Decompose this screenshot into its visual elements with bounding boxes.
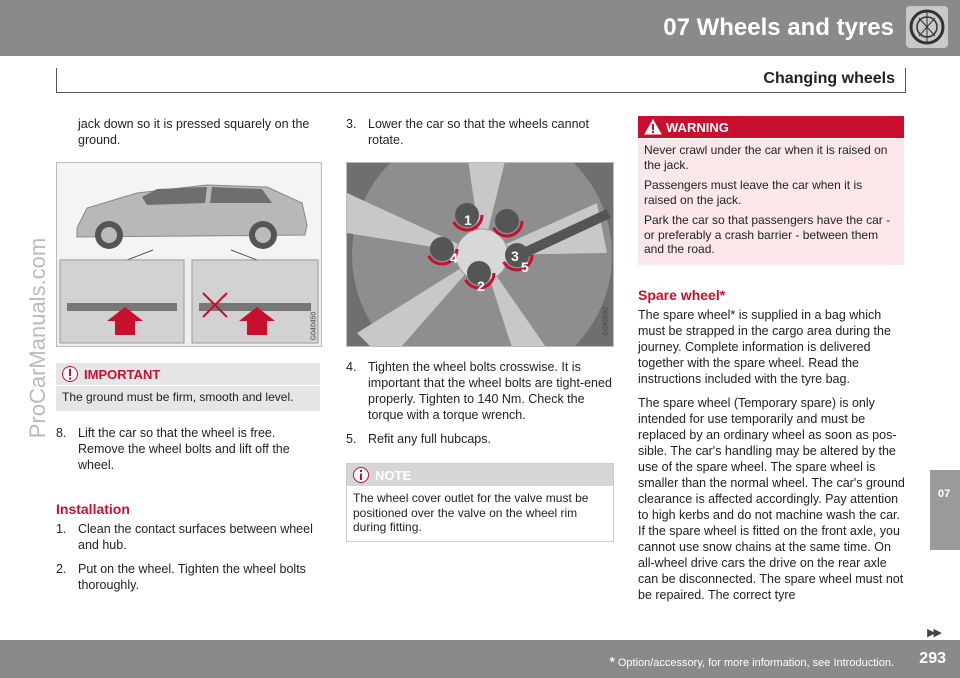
step-4 [346, 359, 614, 423]
install-step-2-number: 2. [56, 561, 67, 576]
section-title: Changing wheels [763, 70, 895, 87]
spare-wheel-paragraph-2: The spare wheel (Temporary spare) is only intended for use temporarily and must be replaced by an ordinary wheel as soon as pos-sible. The car's handling may be altered by the use of the spare wheel. The spare wheel is smaller than the normal wheel. The car's ground clearance is affected accordingly. Pay attention to high kerbs and do not machine wash the car. If the spare wheel is fitted on the front axle, you cannot use snow chains at the same time. On all-wheel drive cars the drive on the rear axle can be disconnected. The spare wheel must not be repaired. The correct tyre [638, 395, 905, 602]
footer-bar [0, 640, 960, 678]
bolt-label-3: 3 [511, 248, 519, 264]
bolt-label-1: 1 [464, 212, 472, 228]
step-3-text: Lower the car so that the wheels cannot rotate. [368, 117, 589, 147]
tyre-icon [906, 6, 948, 48]
bolt-label-4: 4 [450, 250, 458, 266]
warning-title: WARNING [666, 120, 729, 135]
bolt-label-5: 5 [521, 259, 529, 275]
install-step-2 [56, 561, 322, 593]
warning-box [638, 116, 904, 265]
important-box [56, 363, 320, 411]
wheel-bolts-illustration [346, 162, 614, 347]
figure-code: G040450 [310, 311, 318, 341]
page-number: 293 [919, 650, 946, 667]
footer-note [610, 654, 894, 669]
warning-text-3: Park the car so that passengers have the car - or preferably a crash barrier - between them and the road. [644, 213, 891, 256]
spare-wheel-paragraph-1: The spare wheel* is supplied in a bag which must be strapped in the cargo area during the journey. Complete information is delivered together with the spare wheel. Read the instructions included with the tyre bag. [638, 307, 891, 386]
column-1 [56, 116, 322, 601]
step-3 [346, 116, 614, 148]
install-step-2-text: Put on the wheel. Tighten the wheel bolts thoroughly. [78, 561, 306, 592]
info-icon [353, 467, 369, 483]
step-5-number: 5. [346, 432, 357, 446]
important-header [56, 363, 320, 386]
step-8-text: Lift the car so that the wheel is free. Remove the wheel bolts and lift off the wheel. [78, 425, 290, 472]
column-2 [346, 116, 614, 542]
step-8-number: 8. [56, 425, 67, 440]
note-title: NOTE [375, 468, 412, 483]
step-8 [56, 425, 322, 473]
watermark: ProCarManuals.com [25, 237, 50, 439]
next-page-arrows: ▶▶ [927, 627, 940, 639]
figure-code: G040692 [602, 306, 610, 336]
install-step-1-text: Clean the contact surfaces between wheel and hub. [78, 521, 313, 552]
installation-heading: Installation [56, 500, 130, 517]
spare-wheel-heading: Spare wheel* [638, 286, 726, 303]
step-5-text: Refit any full hubcaps. [368, 432, 491, 446]
warning-body [638, 139, 904, 265]
footer-note-text: Option/accessory, for more information, see Introduction. [617, 657, 894, 669]
install-step-1-number: 1. [56, 521, 67, 536]
bolt-label-2: 2 [477, 278, 485, 294]
step-3-number: 3. [346, 117, 357, 131]
chapter-title: 07 Wheels and tyres [663, 14, 894, 41]
step-5 [346, 431, 614, 447]
car-on-jack-illustration [56, 162, 322, 347]
chapter-side-tab [930, 470, 960, 550]
column-3 [638, 116, 906, 611]
section-header-bar [56, 68, 906, 93]
footer-asterisk: * [609, 654, 615, 669]
note-header [347, 464, 613, 487]
warning-text-1: Never crawl under the car when it is raised on the jack. [644, 143, 888, 172]
warning-header [638, 116, 904, 139]
side-tab-number: 07 [938, 488, 951, 500]
important-text: The ground must be firm, smooth and level. [62, 390, 294, 404]
exclamation-icon [62, 366, 78, 382]
step-4-number: 4. [346, 360, 357, 374]
note-text: The wheel cover outlet for the valve must be positioned over the valve on the wheel rim during fitting. [353, 491, 589, 534]
warning-triangle-icon [644, 119, 662, 135]
important-title: IMPORTANT [84, 367, 161, 382]
install-step-1 [56, 521, 322, 553]
intro-text: jack down so it is pressed squarely on the ground. [78, 117, 310, 147]
step-4-text: Tighten the wheel bolts crosswise. It is important that the wheel bolts are tight-ened properly. Tighten to 140 Nm. Check the torque with a torque wrench. [368, 360, 612, 422]
warning-text-2: Passengers must leave the car when it is raised on the jack. [644, 178, 863, 207]
chapter-header-bar [0, 0, 960, 56]
note-box [346, 463, 614, 542]
